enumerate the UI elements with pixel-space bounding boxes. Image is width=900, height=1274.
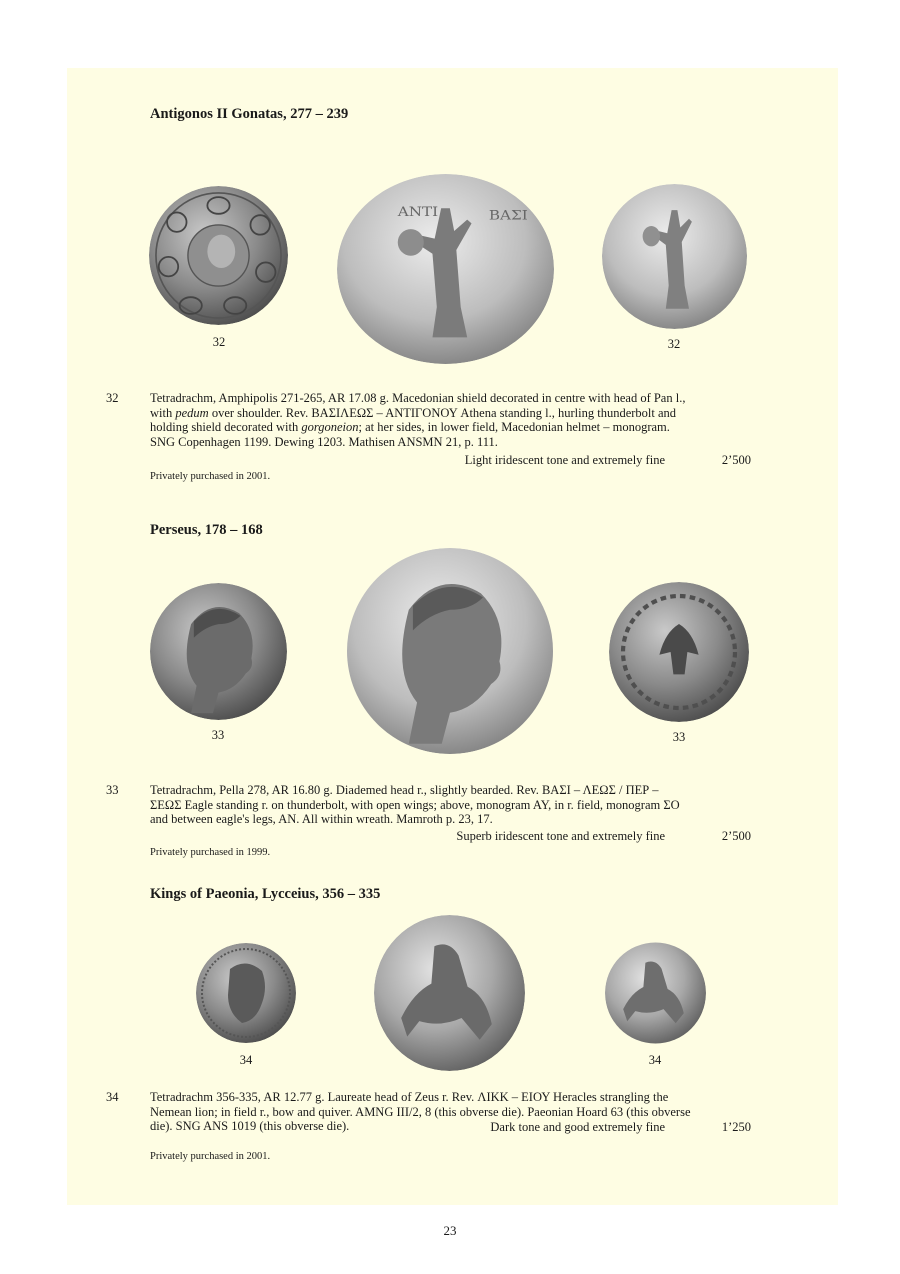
lot-number: 33 xyxy=(106,783,119,797)
desc-line: and between eagle's legs, AN. All within wreath. Mamroth p. 23, 17. xyxy=(150,812,493,827)
lot-number: 34 xyxy=(106,1090,119,1104)
desc-line: Nemean lion; in field r., bow and quiver. AMNG III/2, 8 (this obverse die). Paeonian Hoard 63 (this obverse xyxy=(150,1104,691,1119)
desc-line: ΣΕΩΣ Eagle standing r. on thunderbolt, with open wings; above, monogram AY, in r. field, monogram ΣΟ xyxy=(150,797,680,812)
page-number: 23 xyxy=(443,1223,457,1238)
provenance-note: Privately purchased in 2001. xyxy=(150,471,271,482)
price-estimate: 1’250 xyxy=(721,1120,751,1134)
coin-label: 34 xyxy=(239,1053,253,1067)
section-heading: Perseus, 178 – 168 xyxy=(150,522,263,538)
coin-label: 33 xyxy=(672,730,686,744)
desc-line: Tetradrachm, Amphipolis 271-265, AR 17.08 g. Macedonian shield decorated in centre with head of Pan l., xyxy=(150,391,686,405)
coin-obverse-zeus-image xyxy=(196,943,296,1043)
section-heading: Antigonos II Gonatas, 277 – 239 xyxy=(150,106,349,122)
coin-label: 32 xyxy=(212,335,226,349)
coin-label: 32 xyxy=(667,337,681,351)
desc-line: Tetradrachm 356-335, AR 12.77 g. Laureate head of Zeus r. Rev. ΛΙΚΚ – ΕΙΟΥ Heracles strangling the xyxy=(150,1090,669,1104)
coin-obverse-shield-image xyxy=(149,186,288,325)
svg-text:ΒΑΣΙ: ΒΑΣΙ xyxy=(488,208,528,224)
provenance-note: Privately purchased in 1999. xyxy=(150,847,271,858)
coin-reverse-athena-image xyxy=(602,184,747,329)
coin-reverse-heracles-large-image xyxy=(374,915,525,1071)
desc-line: with pedum over shoulder. Rev. ΒΑΣΙΛΕΩΣ – ΑΝΤΙΓΟΝΟΥ Athena standing l., hurling thunderbolt and xyxy=(150,405,677,420)
price-estimate: 2’500 xyxy=(721,453,751,467)
desc-line: die). SNG ANS 1019 (this obverse die). xyxy=(150,1119,350,1134)
lot-description xyxy=(150,783,751,827)
desc-line: holding shield decorated with gorgoneion; at her sides, in lower field, Macedonian helmet – monogram. xyxy=(150,420,670,435)
coin-obverse-perseus-image xyxy=(150,583,287,720)
provenance-note: Privately purchased in 2001. xyxy=(150,1151,271,1162)
coin-reverse-heracles-image xyxy=(605,942,706,1044)
price-estimate: 2’500 xyxy=(721,829,751,843)
coin-reverse-eagle-image xyxy=(609,582,749,722)
coin-obverse-perseus-large-image xyxy=(346,548,554,754)
section-heading: Kings of Paeonia, Lycceius, 356 – 335 xyxy=(150,886,381,902)
grade-text: Dark tone and good extremely fine xyxy=(490,1120,665,1134)
lot-description xyxy=(150,391,751,449)
svg-text:ΑΝΤΙ: ΑΝΤΙ xyxy=(397,204,439,220)
desc-line: Tetradrachm, Pella 278, AR 16.80 g. Diademed head r., slightly bearded. Rev. ΒΑΣΙ – ΛΕΩΣ / ΠΕΡ – xyxy=(150,783,659,797)
coin-reverse-athena-large-image xyxy=(337,174,554,364)
grade-text: Light iridescent tone and extremely fine xyxy=(464,453,665,467)
lot-number: 32 xyxy=(106,391,119,405)
coin-label: 33 xyxy=(211,728,225,742)
coin-label: 34 xyxy=(648,1053,662,1067)
desc-line: SNG Copenhagen 1199. Dewing 1203. Mathisen ANSMN 21, p. 111. xyxy=(150,434,498,449)
grade-text: Superb iridescent tone and extremely fine xyxy=(456,829,665,843)
